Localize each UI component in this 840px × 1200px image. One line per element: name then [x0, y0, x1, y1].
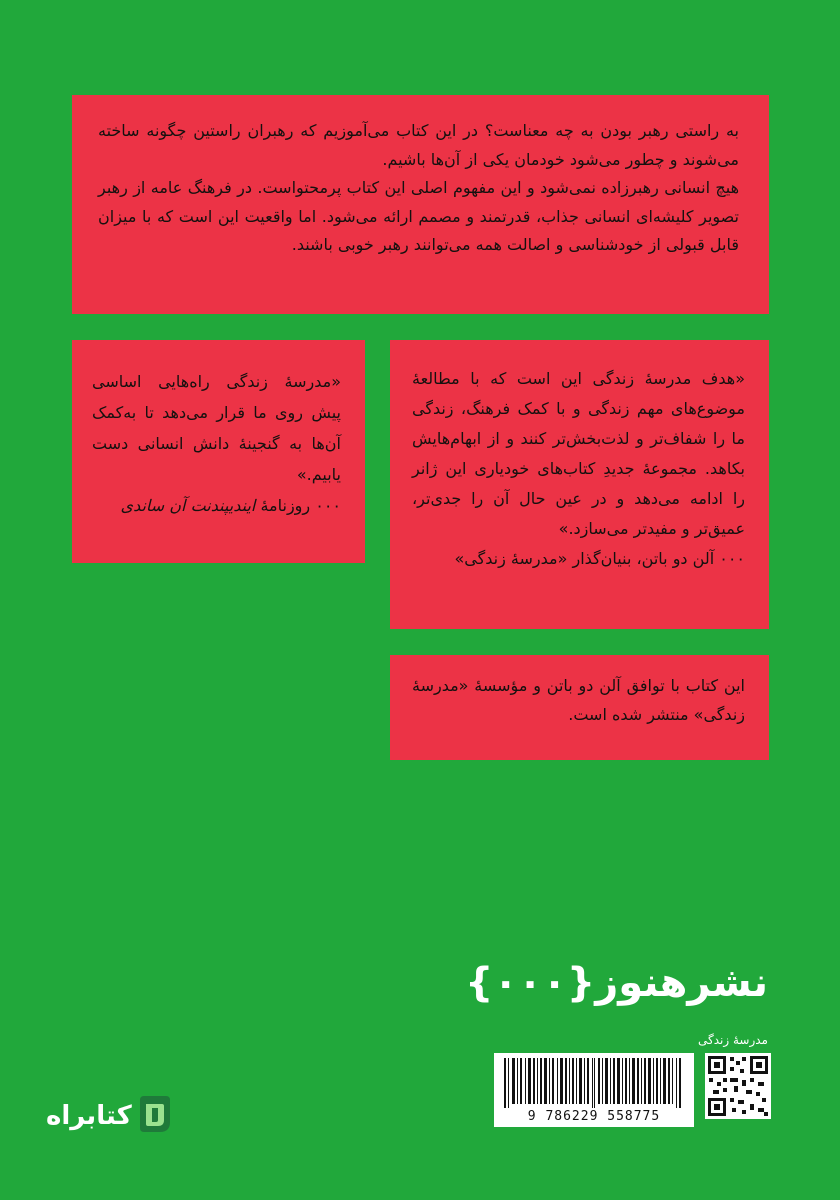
barcode: [494, 1053, 694, 1127]
newspaper-quote-source: [92, 490, 341, 521]
rights-text: این کتاب با توافق آلن دو باتن و مؤسسهٔ «مدرسهٔ زندگی» منتشر شده است.: [412, 676, 745, 724]
publisher-name: نشرهنوز: [595, 960, 768, 1006]
publisher-logo: [465, 958, 768, 1008]
goal-quote-box: [390, 340, 769, 629]
newspaper-quote-box: [72, 340, 365, 563]
goal-quote-text: «هدف مدرسهٔ زندگی این است که با مطالعهٔ موضوع‌های مهم زندگی و با کمک فرهنگ، زندگی ما را شفاف‌تر و لذت‌بخش‌تر کنند و از ابهام‌هایش بکاهد. مجموعهٔ جدیدِ کتاب‌های خودیاری این ژانر را ادامه می‌دهد و در عین حال آن را جدی‌تر، عمیق‌تر و مفیدتر می‌سازد.»: [412, 369, 745, 538]
newspaper-quote-source-prefix: ۰۰۰ روزنامهٔ: [260, 496, 341, 515]
ketabrah-logo: [46, 1094, 180, 1138]
newspaper-quote-text: «مدرسهٔ زندگی راه‌هایی اساسی پیش روی ما قرار می‌دهد تا به‌کمک آن‌ها به گنجینهٔ دانش انسانی دست یابیم.»: [92, 372, 341, 484]
newspaper-name: ایندیپندنت آن ساندی: [120, 496, 256, 515]
brand-name: کتابراه: [46, 1101, 132, 1131]
qr-code: [705, 1053, 771, 1119]
intro-box: [72, 95, 769, 314]
barcode-number: 9 786229 558775: [527, 1109, 661, 1124]
intro-paragraph-1: به راستی رهبر بودن به چه معناست؟ در این کتاب می‌آموزیم که رهبران راستین چگونه ساخته می‌شوند و چطور می‌شود خودمان یکی از آن‌ها باشیم.: [98, 121, 739, 169]
publisher-mark: {۰۰۰}: [465, 960, 596, 1006]
book-leaf-icon: [136, 1094, 174, 1138]
series-label: مدرسهٔ زندگی: [698, 1033, 768, 1047]
intro-paragraph-2: هیچ انسانی رهبرزاده نمی‌شود و این مفهوم اصلی این کتاب پرمحتواست. در فرهنگ عامه از رهبر تصویر کلیشه‌ای انسانی جذاب، قدرتمند و مصمم ارائه می‌شود. اما واقعیت این است که با میزان قابل قبولی از خودشناسی و اصالت همه می‌توانند رهبر خوبی باشند.: [98, 178, 739, 254]
rights-box: [390, 655, 769, 760]
goal-quote-source: ۰۰۰ آلن دو باتن، بنیان‌گذار «مدرسهٔ زندگی»: [454, 549, 745, 568]
